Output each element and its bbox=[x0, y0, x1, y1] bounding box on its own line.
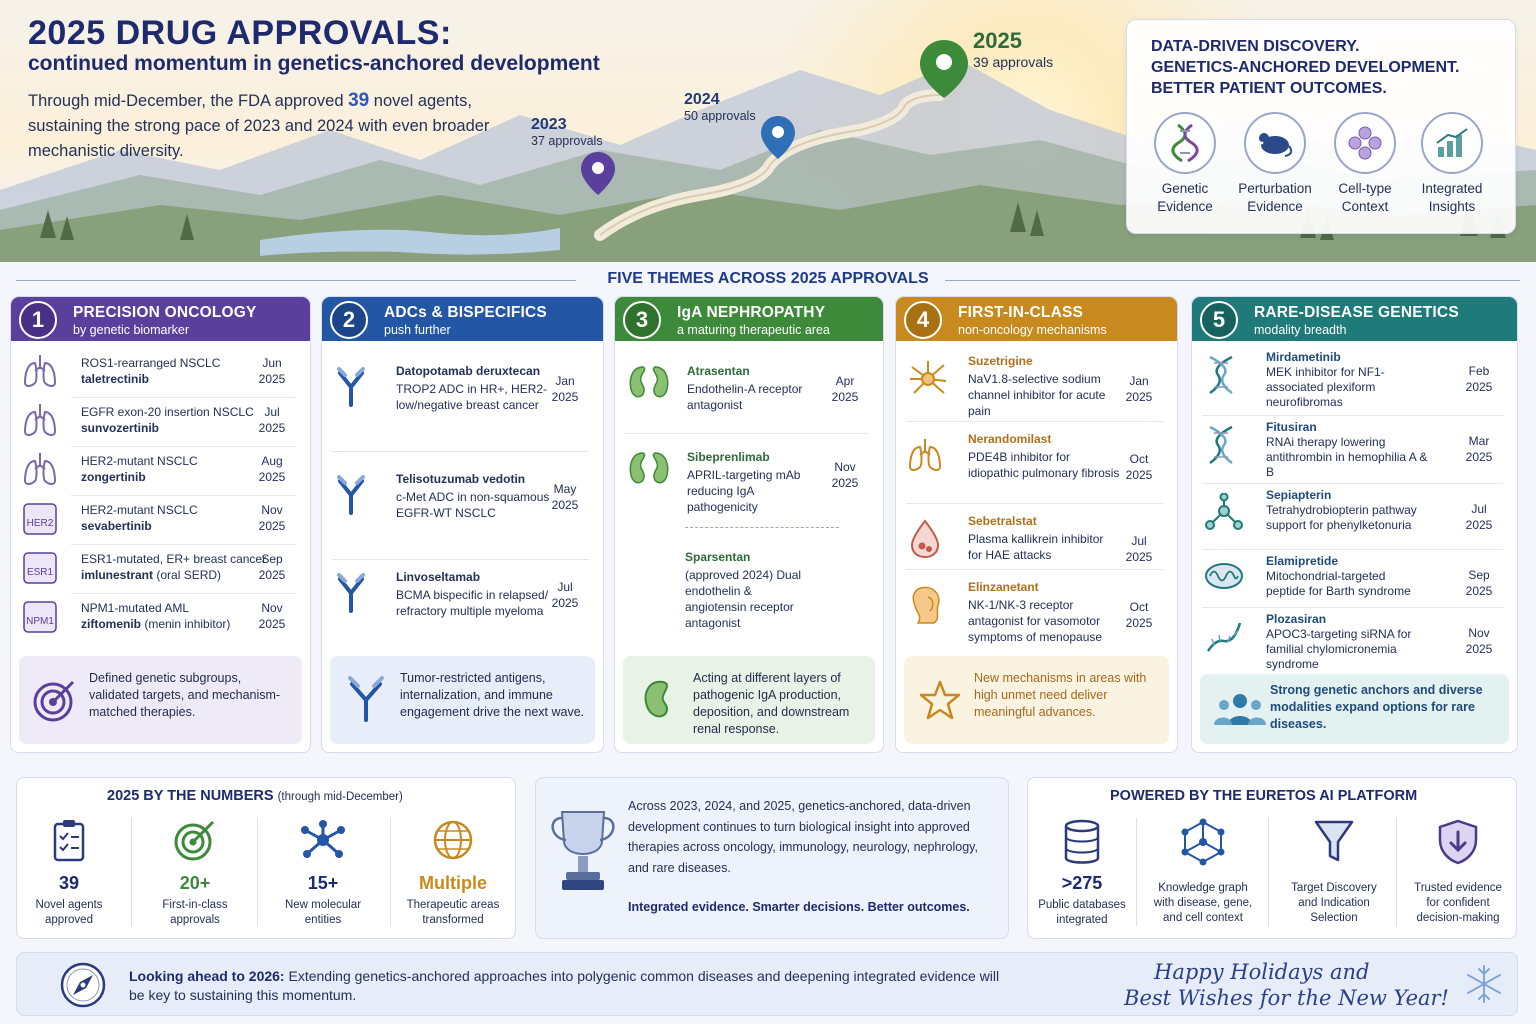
approval-row bbox=[332, 469, 593, 549]
neuron-icon bbox=[908, 359, 948, 397]
rna-icon bbox=[1204, 617, 1244, 655]
approval-row bbox=[1202, 611, 1507, 673]
approval-row bbox=[21, 547, 300, 591]
antibody-icon bbox=[334, 367, 368, 405]
kidney-icon bbox=[627, 363, 671, 401]
evidence-integrated: Integrated Insights bbox=[1412, 112, 1492, 216]
approval-date: Nov 2025 bbox=[258, 601, 286, 631]
platform-target-discovery: Target Discovery and Indication Selection bbox=[1274, 818, 1394, 926]
summary-panel bbox=[535, 777, 1009, 939]
theme-card-adcs-bispecifics bbox=[321, 296, 604, 753]
theme-footer: Tumor-restricted antigens, internalization, and immune engagement drive the next wave. bbox=[330, 656, 595, 744]
approval-date: Jul 2025 bbox=[1125, 534, 1153, 564]
approval-date: Mar 2025 bbox=[1465, 434, 1493, 464]
approval-date: May 2025 bbox=[551, 482, 579, 512]
drug-name: Fitusiran bbox=[1266, 420, 1317, 434]
drug-description: APRIL-targeting mAb reducing IgA pathogenicity bbox=[687, 468, 801, 514]
lungs-icon bbox=[23, 353, 57, 391]
evidence-genetic: Genetic Evidence bbox=[1145, 112, 1225, 216]
approval-row bbox=[21, 400, 300, 444]
drug-name: Elinzanetant bbox=[968, 580, 1039, 594]
dna-icon bbox=[1204, 355, 1244, 393]
approval-date: Apr 2025 bbox=[831, 374, 859, 404]
svg-text:HER2: HER2 bbox=[26, 518, 54, 529]
theme-footer: New mechanisms in areas with high unmet need deliver meaningful advances. bbox=[904, 656, 1169, 744]
drug-description: NK-1/NK-3 receptor antagonist for vasomotor symptoms of menopause bbox=[968, 598, 1103, 644]
theme-footer: Strong genetic anchors and diverse modalities expand options for rare diseases. bbox=[1200, 674, 1509, 744]
lookahead-banner bbox=[16, 952, 1518, 1016]
theme-header: 2 ADCs & BISPECIFICS push further bbox=[322, 297, 603, 341]
her2-badge-icon bbox=[23, 500, 57, 538]
indication-text: ROS1-rearranged NSCLC bbox=[81, 356, 221, 370]
milestone-2025: 2025 39 approvals bbox=[973, 28, 1054, 70]
dna-icon bbox=[1154, 112, 1216, 174]
network-icon bbox=[1179, 818, 1227, 866]
drug-description: (approved 2024) Dual endothelin & angiotensin receptor antagonist bbox=[685, 568, 802, 630]
approval-date: Jan 2025 bbox=[551, 374, 579, 404]
drug-name: sunvozertinib bbox=[81, 421, 160, 435]
drug-description: PDE4B inhibitor for idiopathic pulmonary fibrosis bbox=[968, 450, 1120, 480]
stat-new-molecular-entities: 15+ New molecular entities bbox=[263, 818, 383, 928]
approval-date: Jul 2025 bbox=[258, 405, 286, 435]
hero-banner bbox=[0, 0, 1536, 262]
clipboard-icon bbox=[49, 818, 89, 862]
drug-description: TROP2 ADC in HR+, HER2-low/negative breast cancer bbox=[396, 382, 548, 412]
approval-date: Jan 2025 bbox=[1125, 374, 1153, 404]
esr1-badge-icon bbox=[23, 549, 57, 587]
approval-row bbox=[625, 361, 873, 441]
approval-row bbox=[332, 361, 593, 441]
drug-name: Sebetralstat bbox=[968, 514, 1037, 528]
approval-date: Sep 2025 bbox=[1465, 568, 1493, 598]
drug-description: c-Met ADC in non-squamous EGFR-WT NSCLC bbox=[396, 490, 550, 520]
drug-name: Datopotamab deruxtecan bbox=[396, 364, 541, 378]
approval-date: Oct 2025 bbox=[1125, 600, 1153, 630]
approval-row bbox=[625, 447, 873, 527]
theme-header: 1 PRECISION ONCOLOGY by genetic biomarker bbox=[11, 297, 310, 341]
page-title: 2025 DRUG APPROVALS: bbox=[28, 14, 452, 52]
theme-card-iga-nephropathy bbox=[614, 296, 884, 753]
drug-name: Atrasentan bbox=[687, 364, 750, 378]
star-icon bbox=[916, 676, 964, 724]
tagline: DATA-DRIVEN DISCOVERY. GENETICS-ANCHORED DEVELOPMENT. BETTER PATIENT OUTCOMES. bbox=[1151, 38, 1460, 97]
platform-databases: >275 Public databases integrated bbox=[1022, 818, 1142, 928]
evidence-perturbation: Perturbation Evidence bbox=[1235, 112, 1315, 216]
drug-name: Sibeprenlimab bbox=[687, 450, 770, 464]
theme-card-first-in-class bbox=[895, 296, 1178, 753]
approval-row bbox=[1202, 349, 1507, 411]
lungs-icon bbox=[23, 451, 57, 489]
theme-footer: Defined genetic subgroups, validated targets, and mechanism-matched therapies. bbox=[19, 656, 302, 744]
page-subtitle: continued momentum in genetics-anchored development bbox=[28, 52, 600, 75]
drug-name: imlunestrant (oral SERD) bbox=[81, 568, 222, 582]
theme-footer: Acting at different layers of pathogenic IgA production, deposition, and downstream renal response. bbox=[623, 656, 875, 744]
numbers-title: 2025 BY THE NUMBERS (through mid-December) bbox=[107, 788, 403, 804]
globe-icon bbox=[431, 818, 475, 862]
drug-description: NaV1.8-selective sodium channel inhibitor for acute pain bbox=[968, 372, 1106, 418]
theme-header: 5 RARE-DISEASE GENETICS modality breadth bbox=[1192, 297, 1517, 341]
antibody-icon bbox=[334, 475, 368, 513]
approval-row bbox=[906, 577, 1167, 649]
drug-description: APOC3-targeting siRNA for familial chylomicronemia syndrome bbox=[1266, 627, 1412, 671]
compass-icon bbox=[59, 961, 107, 1009]
drug-description: BCMA bispecific in relapsed/ refractory multiple myeloma bbox=[396, 588, 549, 618]
dashed-divider bbox=[685, 527, 839, 528]
database-icon bbox=[1060, 818, 1104, 866]
svg-text:ESR1: ESR1 bbox=[26, 567, 54, 578]
approval-date: Jul 2025 bbox=[551, 580, 579, 610]
cells-icon bbox=[1334, 112, 1396, 174]
approval-date: Nov 2025 bbox=[258, 503, 286, 533]
themes-heading: FIVE THEMES ACROSS 2025 APPROVALS bbox=[0, 270, 1536, 290]
stat-novel-agents: 39 Novel agents approved bbox=[9, 818, 129, 928]
drug-name: Plozasiran bbox=[1266, 612, 1327, 626]
indication-text: ESR1-mutated, ER+ breast cancer bbox=[81, 552, 267, 566]
tagline-panel bbox=[1126, 19, 1516, 234]
drug-description: Tetrahydrobiopterin pathway support for phenylketonuria bbox=[1266, 503, 1417, 532]
evidence-celltype: Cell-type Context bbox=[1325, 112, 1405, 216]
milestone-2023: 2023 37 approvals bbox=[531, 116, 603, 148]
npm1-badge-icon bbox=[23, 598, 57, 636]
svg-text:NPM1: NPM1 bbox=[26, 616, 54, 627]
bar-chart-icon bbox=[1421, 112, 1483, 174]
drug-description: RNAi therapy lowering antithrombin in hemophilia A & B bbox=[1266, 435, 1428, 479]
stat-first-in-class: 20+ First-in-class approvals bbox=[135, 818, 255, 928]
theme-header: 4 FIRST-IN-CLASS non-oncology mechanisms bbox=[896, 297, 1177, 341]
trophy-icon bbox=[548, 806, 618, 898]
drug-description: MEK inhibitor for NF1-associated plexiform neurofibromas bbox=[1266, 365, 1385, 409]
antibody-icon bbox=[334, 573, 368, 611]
drug-name: Nerandomilast bbox=[968, 432, 1052, 446]
approval-row bbox=[1202, 487, 1507, 549]
antibody-icon bbox=[342, 676, 390, 724]
lungs-icon bbox=[908, 437, 948, 475]
molecule-icon bbox=[1204, 493, 1244, 531]
approval-count: 39 bbox=[348, 90, 370, 111]
molecule-icon bbox=[297, 818, 349, 862]
approval-date: Aug 2025 bbox=[258, 454, 286, 484]
approval-date: Oct 2025 bbox=[1125, 452, 1153, 482]
approval-row bbox=[21, 596, 300, 640]
approval-date: Jun 2025 bbox=[258, 356, 286, 386]
platform-knowledge-graph: Knowledge graph with disease, gene, and cell context bbox=[1143, 818, 1263, 926]
lookahead-text: Looking ahead to 2026: Extending genetics-anchored approaches into polygenic common diseases and deepening integrated evidence will be key to sustaining this momentum. bbox=[129, 968, 1000, 1003]
shield-icon bbox=[1436, 818, 1480, 866]
target-icon bbox=[173, 818, 217, 862]
platform-trusted-evidence: Trusted evidence for confident decision-making bbox=[1398, 818, 1518, 926]
approval-row bbox=[1202, 419, 1507, 481]
drug-name: Telisotuzumab vedotin bbox=[396, 472, 526, 486]
approval-date: Jul 2025 bbox=[1465, 502, 1493, 532]
drug-name: Suzetrigine bbox=[968, 354, 1033, 368]
platform-panel bbox=[1027, 777, 1517, 939]
approval-date: Feb 2025 bbox=[1465, 364, 1493, 394]
drug-description: Plasma kallikrein inhibitor for HAE attacks bbox=[968, 532, 1104, 562]
indication-text: HER2-mutant NSCLC bbox=[81, 454, 198, 468]
drug-name: zongertinib bbox=[81, 470, 146, 484]
approval-row bbox=[21, 498, 300, 542]
holiday-greeting: Happy Holidays and Best Wishes for the New Year! bbox=[1124, 960, 1449, 1010]
snowflake-icon bbox=[1463, 963, 1505, 1005]
kidney-icon bbox=[627, 449, 671, 487]
funnel-icon bbox=[1312, 818, 1356, 866]
approval-date: Sep 2025 bbox=[258, 552, 286, 582]
mouse-icon bbox=[1244, 112, 1306, 174]
theme-card-rare-disease bbox=[1191, 296, 1518, 753]
drug-description: Mitochondrial-targeted peptide for Barth syndrome bbox=[1266, 569, 1411, 598]
summary-tagline: Integrated evidence. Smarter decisions. Better outcomes. bbox=[628, 900, 970, 914]
stat-therapeutic-areas: Multiple Therapeutic areas transformed bbox=[393, 818, 513, 928]
target-icon bbox=[31, 676, 79, 724]
drug-name: sevabertinib bbox=[81, 519, 152, 533]
summary-text: Across 2023, 2024, and 2025, genetics-anchored, data-driven development continues to turn biological insight into approved therapies across oncology, immunology, neurology, nephrology, and rare diseases. bbox=[628, 799, 978, 875]
drug-name: Linvoseltamab bbox=[396, 570, 481, 584]
people-group-icon bbox=[1212, 685, 1260, 733]
approval-date: Nov 2025 bbox=[831, 460, 859, 490]
indication-text: NPM1-mutated AML bbox=[81, 601, 190, 615]
platform-title: POWERED BY THE EURETOS AI PLATFORM bbox=[1110, 788, 1418, 804]
indication-text: EGFR exon-20 insertion NSCLC bbox=[81, 405, 254, 419]
drug-name: Elamipretide bbox=[1266, 554, 1339, 568]
drug-name: ziftomenib (menin inhibitor) bbox=[81, 617, 231, 631]
drug-name: Sparsentan bbox=[685, 550, 751, 564]
approval-row bbox=[906, 351, 1167, 423]
approval-row bbox=[906, 429, 1167, 501]
approval-row bbox=[625, 547, 873, 630]
approval-row bbox=[332, 567, 593, 647]
blood-drop-icon bbox=[908, 519, 948, 557]
drug-description: Endothelin-A receptor antagonist bbox=[687, 382, 803, 412]
milestone-2024: 2024 50 approvals bbox=[684, 91, 756, 123]
drug-name: taletrectinib bbox=[81, 372, 150, 386]
approval-row bbox=[21, 449, 300, 493]
numbers-panel bbox=[16, 777, 516, 939]
lungs-icon bbox=[23, 402, 57, 440]
approval-row bbox=[21, 351, 300, 395]
mitochondria-icon bbox=[1204, 559, 1244, 597]
drug-name: Sepiapterin bbox=[1266, 488, 1332, 502]
approval-date: Nov 2025 bbox=[1465, 626, 1493, 656]
drug-name: Mirdametinib bbox=[1266, 350, 1341, 364]
kidney-icon bbox=[635, 676, 683, 724]
dna-icon bbox=[1204, 425, 1244, 463]
intro-text: Through mid-December, the FDA approved 39 novel agents, sustaining the strong pace of 2023 and 2024 with even broader mechanistic diversity. bbox=[28, 90, 490, 160]
theme-header: 3 IgA NEPHROPATHY a maturing therapeutic area bbox=[615, 297, 883, 341]
theme-card-precision-oncology bbox=[10, 296, 311, 753]
approval-row bbox=[1202, 553, 1507, 615]
woman-profile-icon bbox=[908, 585, 948, 623]
approval-row bbox=[906, 511, 1167, 583]
indication-text: HER2-mutant NSCLC bbox=[81, 503, 198, 517]
